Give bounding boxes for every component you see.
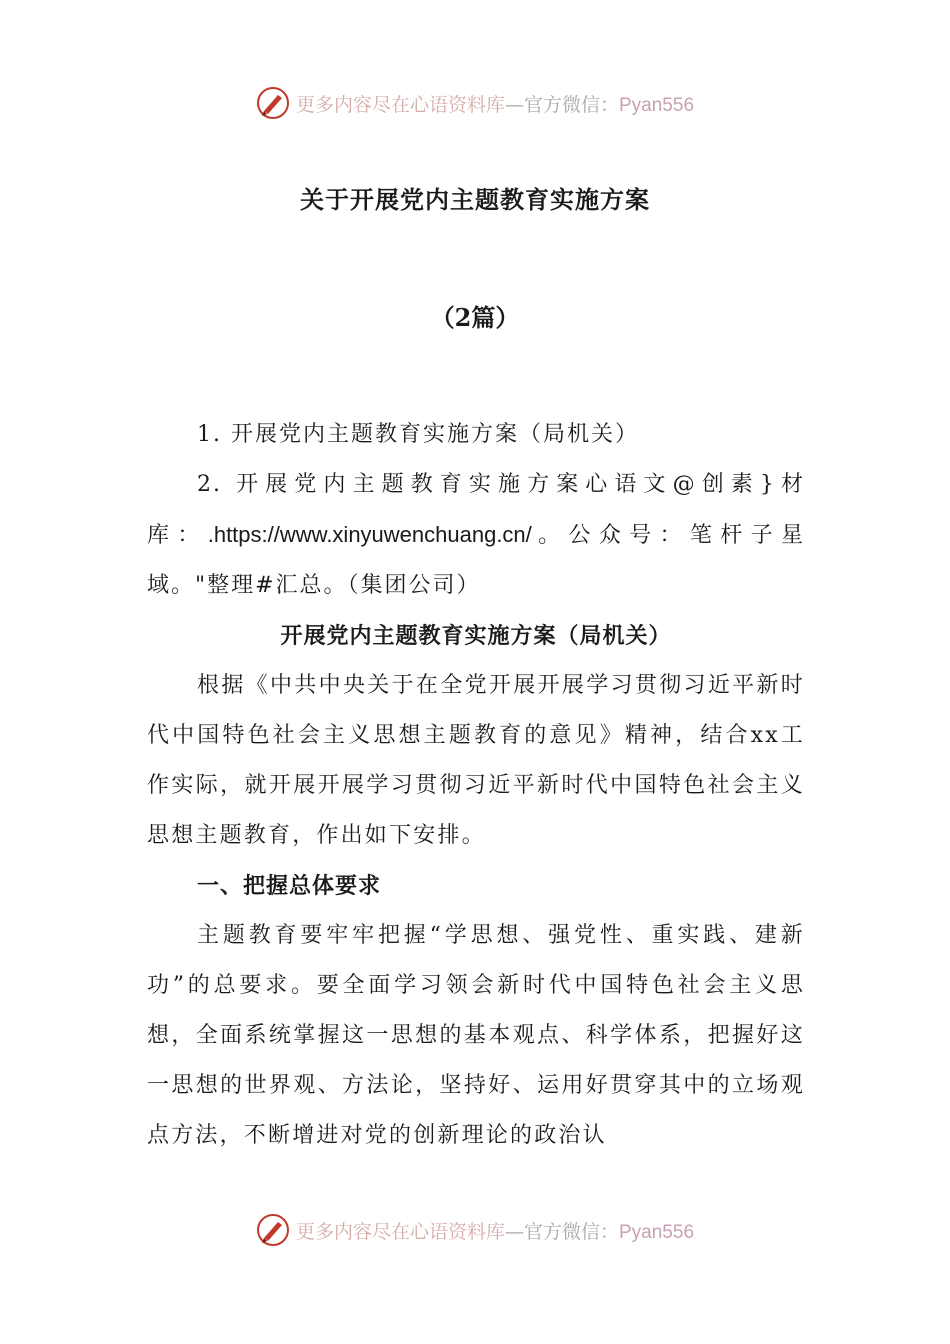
toc-item-2: 2. 开展党内主题教育实施方案心语文@创素}材库：.https://www.xinyuwenchuang.cn/。公众号：笔杆子星域。"整理#汇总。（集团公司）: [147, 472, 805, 598]
toc-item-1: 1. 开展党内主题教育实施方案（局机关）: [197, 422, 639, 447]
pen-logo-icon: [256, 86, 290, 120]
document-subtitle: （2篇）: [430, 303, 520, 332]
section-title: 开展党内主题教育实施方案（局机关）: [280, 623, 672, 649]
toc-url: .https://www.xinyuwenchuang.cn/: [207, 522, 532, 547]
document-body: [147, 410, 805, 1161]
document-title: 关于开展党内主题教育实施方案: [300, 185, 650, 214]
watermark-text: 更多内容尽在心语资料库—官方微信：Pyan556: [295, 1220, 695, 1243]
watermark-banner-top: [0, 83, 950, 123]
watermark-text: 更多内容尽在心语资料库—官方微信：Pyan556: [295, 93, 695, 116]
body-paragraph-1: 主题教育要牢牢把握“学思想、强党性、重实践、建新功”的总要求。要全面学习领会新时代中国特色社会主义思想，全面系统掌握这一思想的基本观点、科学体系，把握好这一思想的世界观、方法论，坚持好、运用好贯穿其中的立场观点方法，不断增进对党的创新理论的政治认: [147, 923, 805, 1148]
intro-paragraph: 根据《中共中央关于在全党开展开展学习贯彻习近平新时代中国特色社会主义思想主题教育的意见》精神，结合xx工作实际，就开展开展学习贯彻习近平新时代中国特色社会主义思想主题教育，作出如下安排。: [147, 673, 805, 848]
watermark-banner-bottom: [0, 1210, 950, 1250]
section-heading-1: 一、把握总体要求: [197, 873, 382, 899]
pen-logo-icon: [256, 1213, 290, 1247]
